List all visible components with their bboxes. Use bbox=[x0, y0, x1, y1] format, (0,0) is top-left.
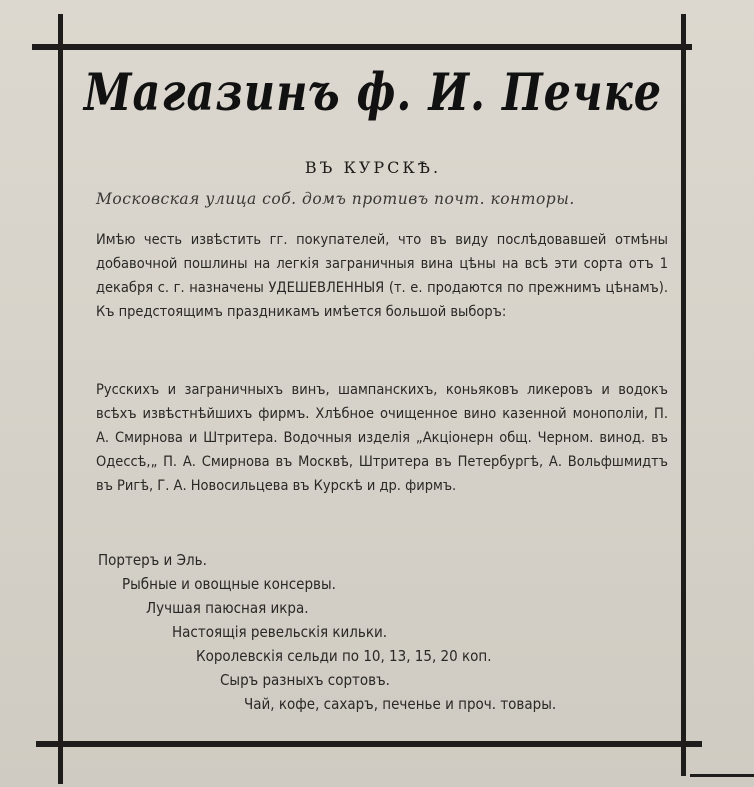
list-item: Чай, кофе, сахаръ, печенье и проч. товары. bbox=[244, 695, 557, 713]
assortment-paragraph: Русскихъ и заграничныхъ винъ, шампанскихъ, коньяковъ ликеровъ и водокъ всѣхъ извѣстнѣйшихъ фирмъ. Хлѣбное очищенное вино казенной монополіи, П. А. Смирнова и Штритера. Водочныя изделія „Акціонерн общ. Черном. винод. въ Одессѣ,„ П. А. Смирнова въ Москвѣ, Штритера въ Петербургѣ, А. Вольфшмидтъ въ Ригѣ, Г. А. Новосильцева въ Курскѣ и др. фирмъ. bbox=[96, 382, 668, 494]
list-item: Королевскія сельди по 10, 13, 15, 20 коп. bbox=[196, 647, 492, 665]
list-item: Рыбные и овощные консервы. bbox=[122, 575, 336, 593]
ad-title: Магазинъ ф. И. Печке bbox=[83, 63, 663, 123]
bottom-dash-rule bbox=[690, 774, 754, 777]
bottom-border-rule bbox=[36, 741, 702, 747]
list-item: Сыръ разныхъ сортовъ. bbox=[220, 671, 390, 689]
right-border-rule bbox=[681, 14, 686, 776]
announcement-paragraph: Имѣю честь извѣстить гг. покупателей, что въ виду послѣдовавшей отмѣны добавочной пошлины на легкія заграничныя вина цѣны на всѣ эти сорта отъ 1 декабря с. г. назначены УДЕШЕВЛЕННЫЯ (т. е. продаются по прежнимъ цѣнамъ). Къ предстоящимъ праздникамъ имѣется большой выборъ: bbox=[96, 232, 668, 320]
ad-subtitle: ВЪ КУРСКѢ. bbox=[304, 158, 442, 177]
list-item: Лучшая паюсная икра. bbox=[146, 599, 309, 617]
list-item: Портеръ и Эль. bbox=[98, 551, 207, 569]
ad-address: Московская улица соб. домъ противъ почт. конторы. bbox=[96, 190, 575, 208]
list-item: Настоящія ревельскія кильки. bbox=[172, 623, 388, 641]
top-border-rule bbox=[32, 44, 692, 50]
left-border-rule bbox=[58, 14, 63, 784]
